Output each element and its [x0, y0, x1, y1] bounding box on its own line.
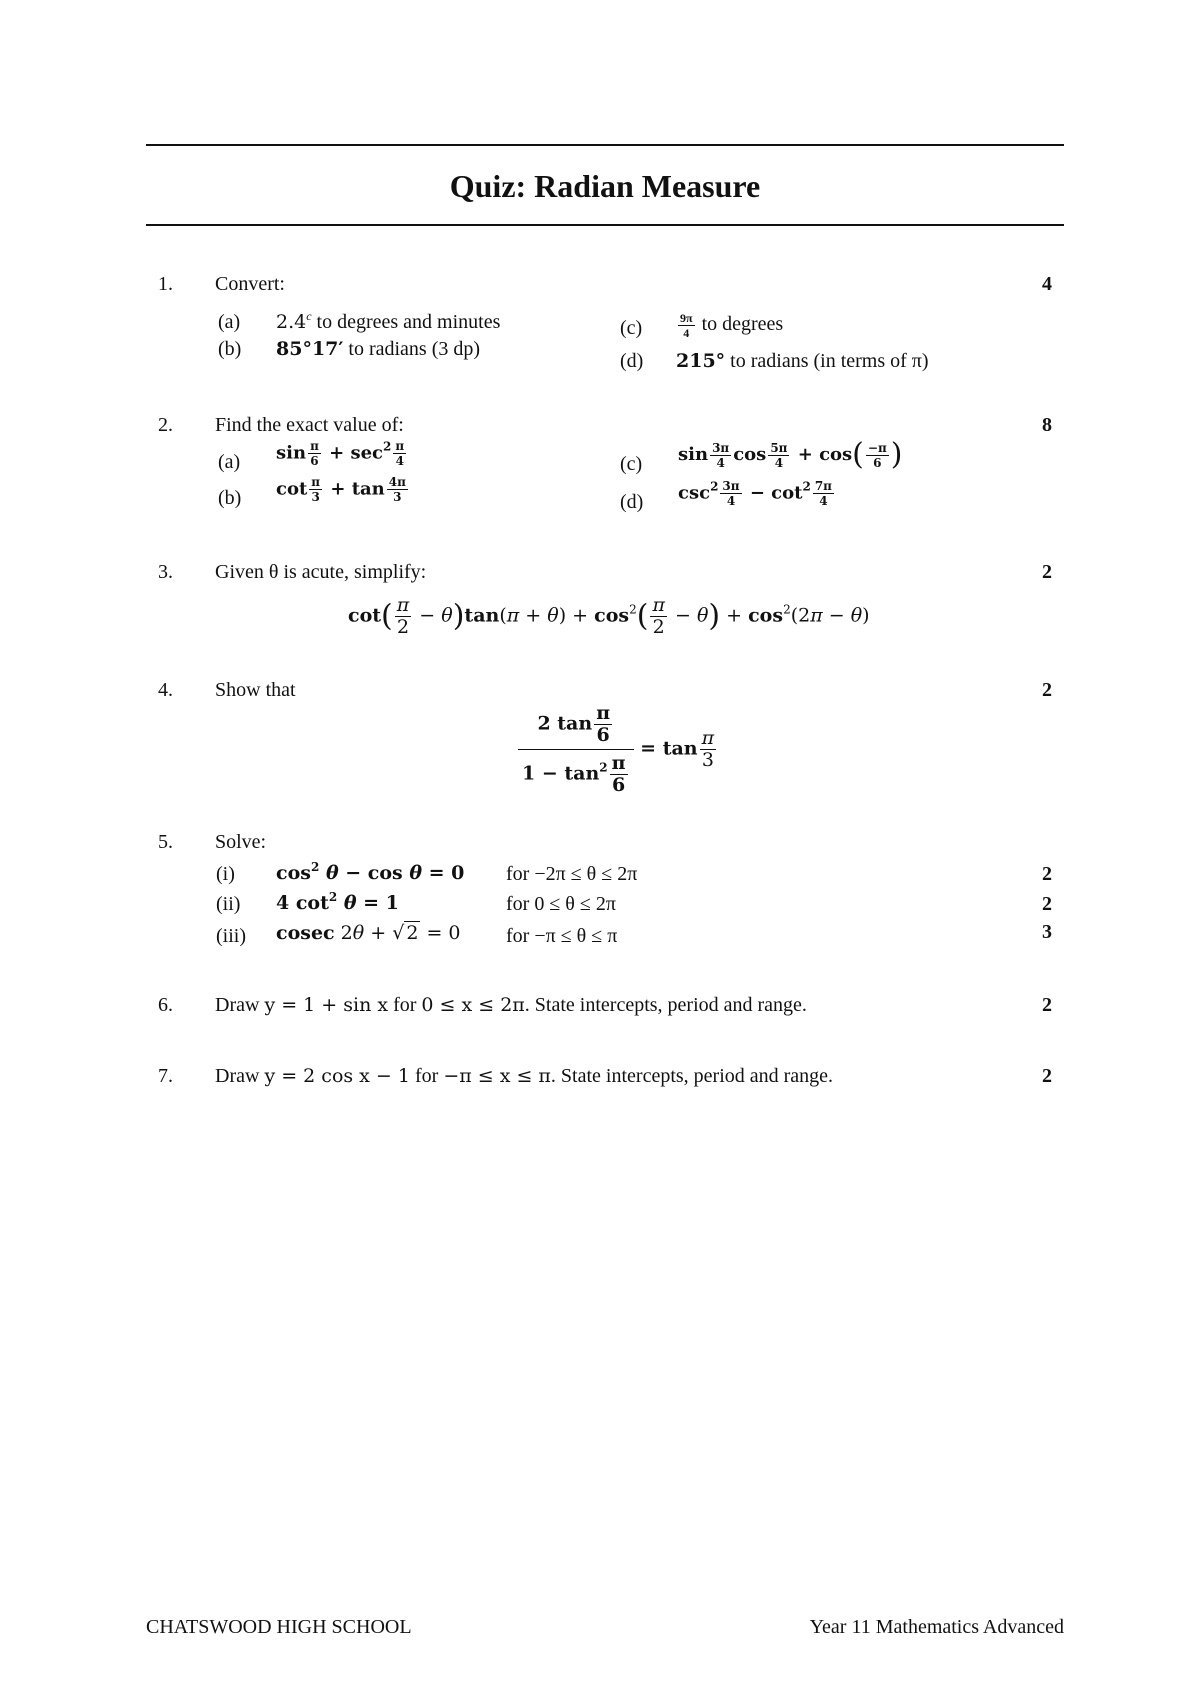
q1a-value: 2.4 [276, 311, 307, 333]
q4-identity: 2 tan $\frac{\pi}{6}$ $1 - \tan^2$ $\frac{\pi}{6}$ = tan $\frac{\pi}{3}$ [518, 704, 718, 795]
q5-ii-equation: 4 $\cot^2 \theta = 1$ [276, 890, 399, 914]
q5-prompt: Solve: [215, 831, 267, 853]
q3-expression: cot( $\frac{\pi}{2}$ − $\theta)\tan(\pi + \theta) + \cos^2$( $\frac{\pi}{2}$ − $\theta) + \cos^2(2\pi - \theta)$ [348, 594, 870, 638]
q3-number: 3. [158, 561, 173, 583]
q1a-label: (a) [218, 311, 241, 333]
q1c-label: (c) [620, 317, 643, 339]
q4-number: 4. [158, 679, 173, 701]
top-rule [146, 144, 1064, 146]
q6-text [215, 993, 807, 1017]
q6-draw: Draw [215, 994, 265, 1016]
q6-equation: y = 1 + sin x [264, 994, 389, 1016]
q7-number: 7. [158, 1065, 173, 1087]
q6-range: 0 ≤ x ≤ 2π [421, 994, 525, 1016]
q3-prompt: Given θ is acute, simplify: [215, 561, 427, 583]
q2b-label: (b) [218, 487, 242, 509]
q5-iii-domain: for −π ≤ θ ≤ π [506, 925, 618, 947]
q1d-instruction: to radians (in terms of π) [725, 350, 929, 372]
q2d-label: (d) [620, 491, 644, 513]
q7-instruction: . State intercepts, period and range. [550, 1065, 834, 1087]
q2c-label: (c) [620, 453, 643, 475]
q1d-text [676, 349, 929, 373]
footer-school: CHATSWOOD HIGH SCHOOL [146, 1616, 412, 1638]
q7-for: for [409, 1065, 444, 1087]
q2a-label: (a) [218, 451, 241, 473]
q1b-text [276, 337, 480, 361]
q3-marks: 2 [1042, 561, 1052, 583]
page-title: Quiz: Radian Measure [449, 168, 761, 204]
q2c-expression: sin $\frac{3\pi}{4}$ cos $\frac{5\pi}{4}$ + cos( $\frac{-\pi}{6}$ ) [678, 437, 903, 472]
q1-marks: 4 [1042, 273, 1052, 295]
q5-iii-marks: 3 [1042, 921, 1052, 943]
q5-i-marks: 2 [1042, 863, 1052, 885]
q2-prompt: Find the exact value of: [215, 414, 404, 436]
q1b-label: (b) [218, 338, 242, 360]
q6-for: for [388, 994, 422, 1016]
q5-i-label: (i) [216, 863, 235, 885]
q1d-value: 215° [676, 350, 726, 372]
q1c-fraction: $\frac{9\pi}{4}$ [680, 310, 693, 340]
q6-number: 6. [158, 994, 173, 1016]
q1-prompt: Convert: [215, 273, 285, 295]
q4-prompt: Show that [215, 679, 296, 701]
q5-ii-domain: for 0 ≤ θ ≤ 2π [506, 893, 616, 915]
q1a-instruction: to degrees and minutes [311, 311, 501, 333]
q1c-text [676, 306, 783, 342]
q4-marks: 2 [1042, 679, 1052, 701]
q7-equation: y = 2 cos x − 1 [264, 1065, 410, 1087]
q1b-instruction: to radians (3 dp) [343, 338, 481, 360]
q7-range: −π ≤ x ≤ π [443, 1065, 551, 1087]
q1d-label: (d) [620, 350, 644, 372]
q2-number: 2. [158, 414, 173, 436]
q1c-instruction: to degrees [696, 313, 784, 335]
q7-draw: Draw [215, 1065, 265, 1087]
q7-marks: 2 [1042, 1065, 1052, 1087]
q5-iii-label: (iii) [216, 925, 246, 947]
q1-number: 1. [158, 273, 173, 295]
q5-ii-label: (ii) [216, 893, 241, 915]
q7-text [215, 1064, 833, 1088]
q6-marks: 2 [1042, 994, 1052, 1016]
footer-course: Year 11 Mathematics Advanced [809, 1616, 1064, 1638]
q2d-expression: $\csc^2$ $\frac{3\pi}{4}$ − $\cot^2$ $\frac{7\pi}{4}$ [678, 479, 832, 508]
title-underline [146, 224, 1064, 226]
q5-i-domain: for −2π ≤ θ ≤ 2π [506, 863, 638, 885]
q6-instruction: . State intercepts, period and range. [524, 994, 807, 1016]
q5-iii-equation: cosec 2θ + √ 2 = 0 [276, 922, 461, 944]
q1a-text: 2.4$^c$ to degrees and minutes [276, 309, 501, 333]
q2b-expression: cot $\frac{\pi}{3}$ + tan $\frac{4\pi}{3}$ [276, 475, 406, 504]
q5-ii-marks: 2 [1042, 893, 1052, 915]
q1b-value: 85°17′ [276, 338, 344, 360]
q2a-expression: sin $\frac{\pi}{6}$ + $\sec^2$ $\frac{\pi}{4}$ [276, 439, 405, 468]
q5-i-equation: $\cos^2 \theta - \cos \theta = 0$ [276, 860, 465, 884]
q2-marks: 8 [1042, 414, 1052, 436]
q5-number: 5. [158, 831, 173, 853]
